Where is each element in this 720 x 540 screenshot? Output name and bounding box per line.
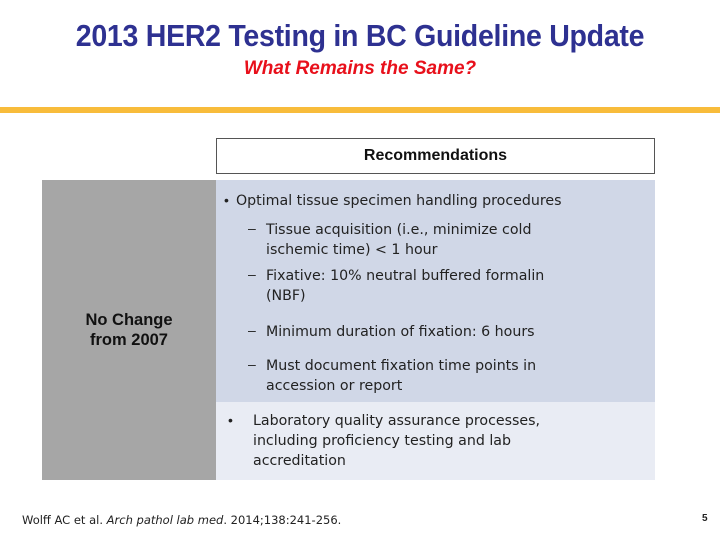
subitem-text: Tissue acquisition (i.e., minimize cold [266,222,532,238]
row2-text-line1: Laboratory quality assurance processes, [253,413,541,429]
subitem-text: accession or report [266,378,403,394]
category-label-line2: from 2007 [90,331,168,349]
dash-icon: – [248,220,256,236]
row2-text-line3: accreditation [253,453,346,469]
bullet-icon: • [228,412,233,428]
subitem-text: Minimum duration of fixation: 6 hours [266,324,535,340]
subitem-text: (NBF) [266,288,306,304]
dash-icon: – [248,322,256,338]
citation-details: . 2014;138:241-256. [223,513,342,527]
category-label-line1: No Change [85,311,173,329]
citation-journal: Arch pathol lab med [106,513,224,527]
dash-icon: – [248,266,256,282]
recommendation-main: Optimal tissue specimen handling procedures [236,193,562,209]
row2-text-line2: including proficiency testing and lab [253,433,511,449]
citation [22,513,341,527]
category-cell [42,180,216,480]
slide-subtitle: What Remains the Same? [243,58,477,79]
citation-authors: Wolff AC et al. [22,513,107,527]
slide-title: 2013 HER2 Testing in BC Guideline Update [75,18,645,53]
bullet-icon: • [224,192,229,208]
recommendations-header: Recommendations [216,138,655,174]
subitem-text: ischemic time) < 1 hour [266,242,438,258]
recommendation-row-1 [216,180,655,402]
subitem-text: Must document fixation time points in [266,358,537,374]
subitem-text: Fixative: 10% neutral buffered formalin [266,268,545,284]
divider-rule [0,107,720,113]
recommendation-row-2 [216,402,655,480]
page-number: 5 [702,513,708,524]
dash-icon: – [248,356,256,372]
